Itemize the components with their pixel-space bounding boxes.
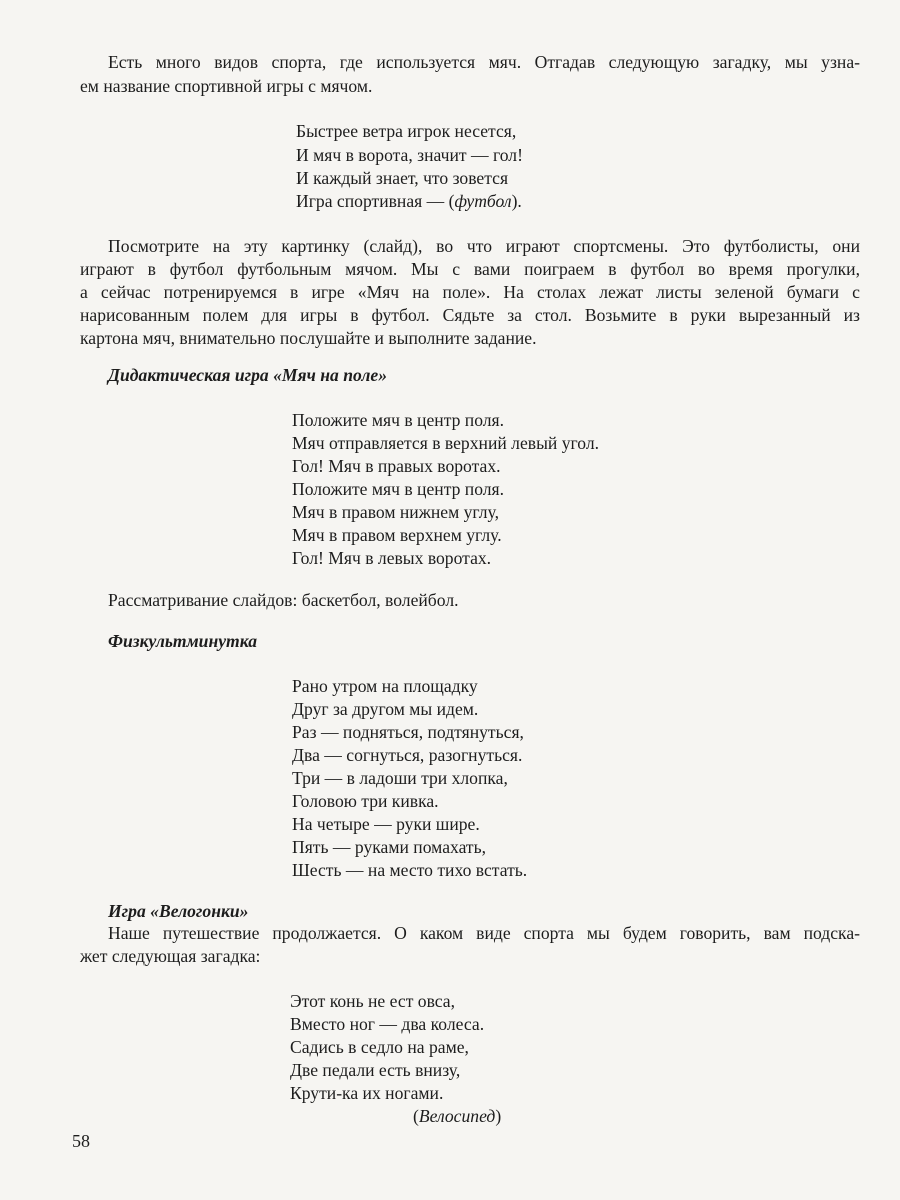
riddle-answer: футбол xyxy=(454,191,512,211)
paragraph-line: а сейчас потренируемся в игре «Мяч на поле». На столах лежат листы зеленой бумаги с xyxy=(80,282,860,302)
paragraph-line: картона мяч, внимательно послушайте и выполните задание. xyxy=(80,328,537,348)
verse-line: Три — в ладоши три хлопка, xyxy=(292,768,508,788)
instruction-line: Гол! Мяч в правых воротах. xyxy=(292,456,501,476)
riddle-answer: Велосипед xyxy=(418,1106,496,1126)
verse-line: Садись в седло на раме, xyxy=(290,1037,469,1057)
cycling-intro-line-2: жет следующая загадка: xyxy=(80,946,261,966)
verse-line: Пять — руками помахать, xyxy=(292,837,487,857)
instruction-line: Мяч в правом нижнем углу, xyxy=(292,502,499,522)
cycling-intro-line-1: Наше путешествие продолжается. О каком виде спорта мы будем говорить, вам подска- xyxy=(108,923,860,943)
riddle-answer-line xyxy=(296,190,522,212)
paragraph-line: играют в футбол футбольным мячом. Мы с вами поиграем в футбол во время прогулки, xyxy=(80,259,860,279)
section-heading-cycling-game: Игра «Велогонки» xyxy=(108,901,249,921)
answer-paren-close: ) xyxy=(495,1106,502,1126)
verse-line: Головою три кивка. xyxy=(292,791,439,811)
verse-line: Шесть — на место тихо встать. xyxy=(292,860,528,880)
verse-line: Быстрее ветра игрок несется, xyxy=(296,121,517,141)
intro-line-1: Есть много видов спорта, где используется мяч. Отгадав следующую загадку, мы узна- xyxy=(108,52,860,72)
verse-text: Игра спортивная — ( xyxy=(296,191,455,211)
section-heading-ball-game: Дидактическая игра «Мяч на поле» xyxy=(108,365,387,385)
verse-closing: ). xyxy=(511,191,522,211)
verse-line: И мяч в ворота, значит — гол! xyxy=(296,145,523,165)
verse-line: Друг за другом мы идем. xyxy=(292,699,479,719)
intro-line-2: ем название спортивной игры с мячом. xyxy=(80,76,373,96)
instruction-line: Гол! Мяч в левых воротах. xyxy=(292,548,492,568)
instruction-line: Мяч в правом верхнем углу. xyxy=(292,525,502,545)
verse-line: Раз — подняться, подтянуться, xyxy=(292,722,524,742)
verse-line: Рано утром на площадку xyxy=(292,676,478,696)
instruction-line: Мяч отправляется в верхний левый угол. xyxy=(292,433,600,453)
verse-line: Вместо ног — два колеса. xyxy=(290,1014,485,1034)
page-number: 58 xyxy=(72,1131,90,1151)
paragraph-line: нарисованным полем для игры в футбол. Сядьте за стол. Возьмите в руки вырезанный из xyxy=(80,305,860,325)
instruction-line: Положите мяч в центр поля. xyxy=(292,479,505,499)
paragraph-line: Посмотрите на эту картинку (слайд), во что играют спортсмены. Это футболисты, они xyxy=(108,236,860,256)
verse-line: Два — согнуться, разогнуться. xyxy=(292,745,523,765)
slides-text: Рассматривание слайдов: баскетбол, волейбол. xyxy=(108,590,459,610)
verse-line: Этот конь не ест овса, xyxy=(290,991,456,1011)
verse-line: Крути-ка их ногами. xyxy=(290,1083,444,1103)
answer-paren-open: ( xyxy=(413,1106,419,1126)
verse-line: Две педали есть внизу, xyxy=(290,1060,461,1080)
verse-line: И каждый знает, что зовется xyxy=(296,168,509,188)
riddle-answer-line xyxy=(413,1105,501,1127)
verse-line: На четыре — руки шире. xyxy=(292,814,480,834)
section-heading-exercise: Физкультминутка xyxy=(108,631,257,651)
instruction-line: Положите мяч в центр поля. xyxy=(292,410,505,430)
